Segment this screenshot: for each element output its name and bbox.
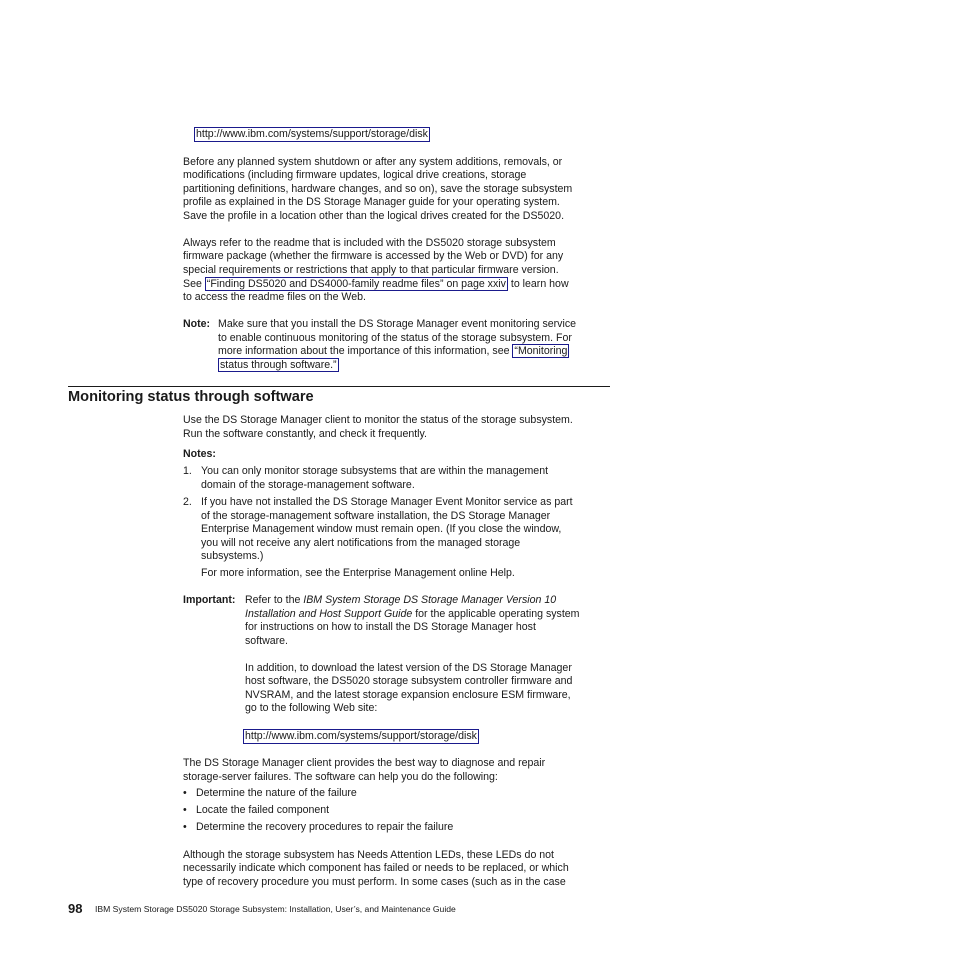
intro-line-1: Use the DS Storage Manager client to monitor the status of the storage subsystem. (183, 414, 573, 426)
para-2-line-4 (183, 278, 569, 292)
note-label: Note: (183, 318, 211, 330)
note-2-number: 2. (183, 496, 192, 508)
important-para-2-line-4: go to the following Web site: (245, 702, 378, 714)
para-2-line-3: special requirements or restrictions that apply to that particular firmware version. (183, 264, 559, 276)
final-para-line-1: Although the storage subsystem has Needs Attention LEDs, these LEDs do not (183, 849, 555, 861)
client-para-line-2: storage-server failures. The software can help you do the following: (183, 771, 498, 783)
section-title: Monitoring status through software (68, 389, 314, 405)
notes-label: Notes: (183, 448, 216, 460)
section-rule (68, 386, 610, 387)
note-2-line-1: If you have not installed the DS Storage Manager Event Monitor service as part (201, 496, 573, 508)
important-label: Important: (183, 594, 236, 606)
after-title: for the applicable operating system (412, 608, 580, 620)
note-2-line-5: subsystems.) (201, 550, 264, 562)
guide-title-part-2: Installation and Host Support Guide (245, 608, 413, 620)
note-2-line-2: of the storage-management software installation, the DS Storage Manager (201, 510, 551, 522)
guide-title-part-1: IBM System Storage DS Storage Manager Version 10 (303, 594, 557, 606)
para-2-line-1: Always refer to the readme that is included with the DS5020 storage subsystem (183, 237, 556, 249)
important-line-4: software. (245, 635, 288, 647)
readme-files-link[interactable]: “Finding DS5020 and DS4000-family readme files” on page xxiv (206, 278, 506, 290)
para-1-line-3: partitioning definitions, hardware changes, and so on), save the storage subsystem (183, 183, 573, 195)
para-1-line-5: Save the profile in a location other than the logical drives created for the DS5020. (183, 210, 565, 222)
client-para-line-1: The DS Storage Manager client provides the best way to diagnose and repair (183, 757, 546, 769)
monitoring-link-part-2[interactable]: status through software.” (220, 359, 337, 371)
bullet-item-3: Determine the recovery procedures to repair the failure (196, 821, 454, 833)
note-1-line-1: You can only monitor storage subsystems that are within the management (201, 465, 549, 477)
note-1-line-2: domain of the storage-management software. (201, 479, 415, 491)
important-para-2-line-1: In addition, to download the latest version of the DS Storage Manager (245, 662, 572, 674)
important-para-2-line-2: host software, the DS5020 storage subsystem controller firmware and (245, 675, 573, 687)
intro-line-2: Run the software constantly, and check it frequently. (183, 428, 427, 440)
note-line-3 (218, 345, 569, 359)
note-2-line-4: you will not receive any alert notifications from the managed storage (201, 537, 521, 549)
note-line-1: Make sure that you install the DS Storage Manager event monitoring service (218, 318, 577, 330)
final-para-line-2: necessarily indicate which component has failed or needs to be replaced, or which (183, 862, 569, 874)
bullet-item-2: Locate the failed component (196, 804, 330, 816)
bullet-marker-1: • (183, 787, 187, 799)
note-1-number: 1. (183, 465, 192, 477)
final-para-line-3: type of recovery procedure you must perform. In some cases (such as in the case (183, 876, 566, 888)
bullet-item-1: Determine the nature of the failure (196, 787, 357, 799)
see-prefix: See (183, 278, 205, 290)
refer-prefix: Refer to the (245, 594, 304, 606)
important-line-3: for instructions on how to install the DS Storage Manager host (245, 621, 536, 633)
note-line-3-text: more information about the importance of this information, see (218, 345, 513, 357)
monitoring-link-part-1[interactable]: “Monitoring (514, 345, 568, 357)
para-2-line-2: firmware package (whether the firmware is accessed by the Web or DVD) for any (183, 250, 564, 262)
important-line-2 (245, 608, 580, 622)
para-1-line-2: modifications (including firmware updates, logical drive creations, storage (183, 169, 527, 181)
important-line-1 (245, 594, 556, 608)
top-url-link[interactable]: http://www.ibm.com/systems/support/storage/disk (196, 128, 428, 140)
important-para-2-line-3: NVSRAM, and the latest storage expansion enclosure ESM firmware, (245, 689, 571, 701)
para-1-line-1: Before any planned system shutdown or after any system additions, removals, or (183, 156, 563, 168)
bullet-marker-2: • (183, 804, 187, 816)
important-url-link[interactable]: http://www.ibm.com/systems/support/storage/disk (245, 730, 477, 742)
see-suffix: to learn how (507, 278, 569, 290)
footer-title: IBM System Storage DS5020 Storage Subsystem: Installation, User’s, and Maintenance Guide (95, 904, 456, 914)
note-line-2: to enable continuous monitoring of the status of the storage subsystem. For (218, 332, 572, 344)
para-1-line-4: profile as explained in the DS Storage Manager guide for your operating system. (183, 196, 560, 208)
page-number: 98 (68, 901, 83, 916)
para-2-line-5: to access the readme files on the Web. (183, 291, 366, 303)
note-line-4 (218, 359, 339, 373)
bullet-marker-3: • (183, 821, 187, 833)
note-2-line-3: Enterprise Management window must remain open. (If you close the window, (201, 523, 562, 535)
more-info: For more information, see the Enterprise Management online Help. (201, 567, 515, 579)
